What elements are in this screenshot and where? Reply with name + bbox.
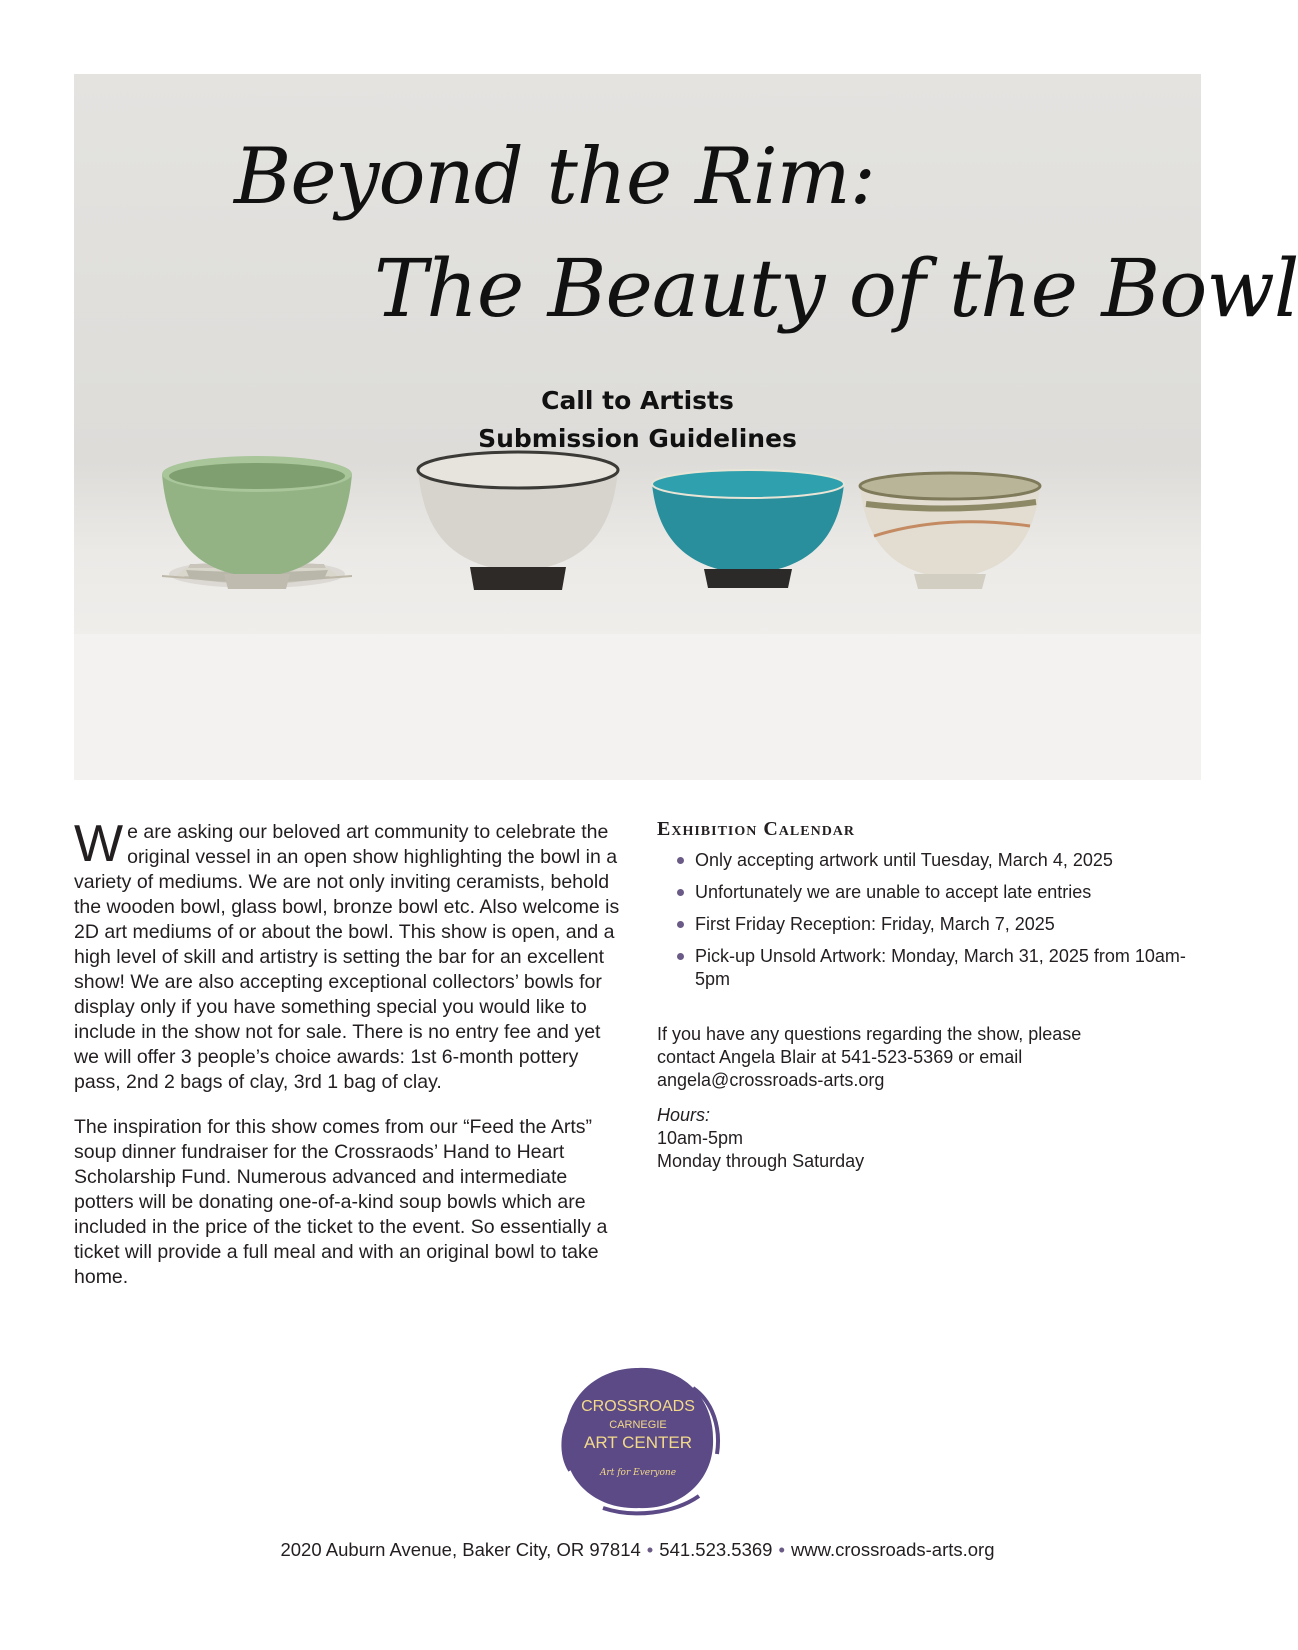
logo-line-2: CARNEGIE bbox=[609, 1419, 667, 1431]
hours-time: 10am-5pm bbox=[657, 1128, 744, 1148]
calendar-item: Unfortunately we are unable to accept late entries bbox=[677, 881, 1205, 904]
exhibition-calendar-heading: Exhibition Calendar bbox=[657, 818, 856, 840]
calendar-item: First Friday Reception: Friday, March 7, 2025 bbox=[677, 913, 1205, 936]
subtitle-guidelines: Submission Guidelines bbox=[478, 424, 797, 453]
separator-dot-icon: • bbox=[646, 1539, 654, 1560]
hours-block bbox=[657, 1104, 1205, 1173]
intro-paragraph-1-text: e are asking our beloved art community to celebrate the original vessel in an open show highlighting the bowl in a variety of mediums. We are not only inviting ceramists, behold the wooden bowl, glass bowl, bronze bowl etc. Also welcome is 2D art mediums of or about the bowl. This show is open, and a high level of skill and artistry is setting the bar for an excellent show! We are also accepting exceptional collectors’ bowls for display only if you have something special you would like to include in the show not for sale. There is no entry fee and yet we will offer 3 people’s choice awards: 1st 6-month pottery pass, 2nd 2 bags of clay, 3rd 1 bag of clay. bbox=[74, 821, 620, 1093]
hours-label: Hours: bbox=[657, 1105, 711, 1125]
hero-banner bbox=[74, 74, 1298, 780]
logo-line-3: ART CENTER bbox=[583, 1433, 692, 1452]
contact-line-2: contact Angela Blair at 541-523-5369 or email bbox=[657, 1047, 1023, 1067]
footer-website[interactable]: www.crossroads-arts.org bbox=[790, 1539, 995, 1560]
contact-email[interactable]: angela@crossroads-arts.org bbox=[657, 1070, 885, 1090]
subtitle-call-to-artists: Call to Artists bbox=[541, 386, 734, 415]
details-column bbox=[657, 818, 1205, 1173]
logo-tagline: Art for Everyone bbox=[599, 1468, 677, 1478]
logo-line-1: CROSSROADS bbox=[581, 1398, 695, 1415]
footer bbox=[0, 1539, 1275, 1561]
calendar-item: Only accepting artwork until Tuesday, March 4, 2025 bbox=[677, 849, 1205, 872]
drop-cap: W bbox=[74, 815, 124, 873]
contact-info bbox=[657, 1023, 1205, 1092]
intro-paragraph-1 bbox=[74, 815, 622, 1095]
contact-line-1: If you have any questions regarding the show, please bbox=[657, 1024, 1082, 1044]
footer-phone[interactable]: 541.523.5369 bbox=[659, 1539, 773, 1560]
footer-address: 2020 Auburn Avenue, Baker City, OR 97814 bbox=[280, 1539, 641, 1560]
title-line-1: Beyond the Rim: bbox=[234, 132, 875, 222]
intro-paragraph-2: The inspiration for this show comes from our “Feed the Arts” soup dinner fundraiser for the Crossraods’ Hand to Heart Scholarship Fund. Numerous advanced and intermediate potters will be donating one-of-a-kind soup bowls which are included in the price of the ticket to the event. So essentially a ticket will provide a full meal and with an original bowl to take home. bbox=[74, 1116, 608, 1288]
crossroads-logo bbox=[553, 1358, 723, 1518]
title-line-2: The Beauty of the Bowl bbox=[374, 242, 1298, 335]
intro-column bbox=[74, 815, 622, 1310]
calendar-item: Pick-up Unsold Artwork: Monday, March 31, 2025 from 10am-5pm bbox=[677, 945, 1205, 991]
calendar-list bbox=[657, 849, 1205, 991]
hours-days: Monday through Saturday bbox=[657, 1151, 865, 1171]
separator-dot-icon: • bbox=[778, 1539, 785, 1560]
